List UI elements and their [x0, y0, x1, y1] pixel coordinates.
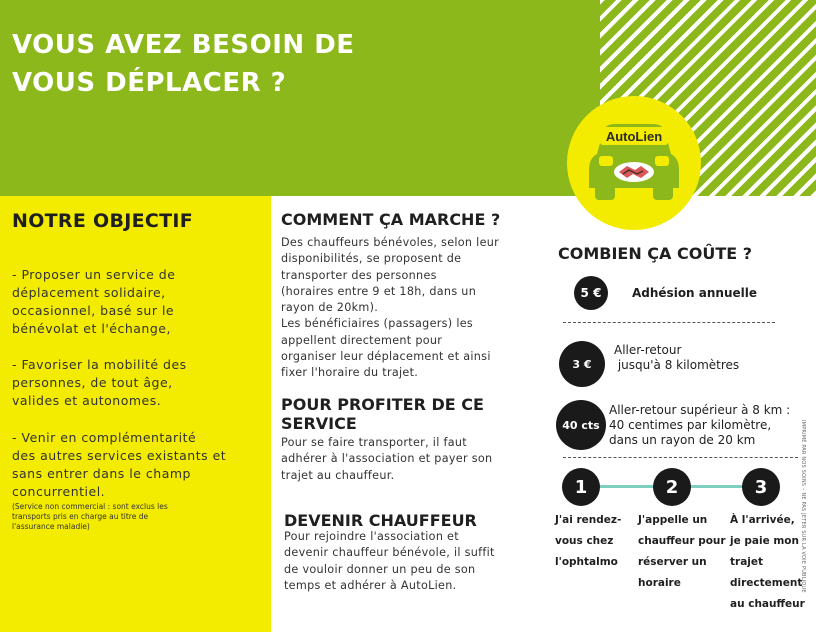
step-description [555, 510, 630, 573]
step-line: réserver un [638, 556, 707, 568]
step-line: À l'arrivée, [730, 514, 795, 526]
step-line: J'appelle un [638, 514, 708, 526]
objectif-item-1 [12, 266, 252, 338]
objectif-item-3-line: - Venir en complémentarité [12, 430, 197, 445]
objectif-item-1-line: déplacement solidaire, [12, 285, 166, 300]
dashed-divider [563, 457, 798, 458]
objectif-item-2-line: personnes, de tout âge, [12, 375, 173, 390]
comment-heading: COMMENT ÇA MARCHE ? [281, 210, 501, 229]
price-description-line: 40 centimes par kilomètre, [609, 418, 772, 432]
objectif-note [12, 502, 252, 532]
page-title-line2: VOUS DÉPLACER ? [12, 68, 287, 98]
step-line: au chauffeur [730, 598, 805, 610]
step-description [730, 510, 805, 615]
comment-line: rayon de 20km). [281, 301, 379, 315]
autolien-logo [567, 96, 701, 230]
comment-line: organiser leur déplacement et ainsi [281, 350, 491, 364]
objectif-item-1-line: occasionnel, basé sur le [12, 303, 175, 318]
objectif-item-3-line: concurrentiel. [12, 484, 106, 499]
objectif-item-3-line: des autres services existants et [12, 448, 227, 463]
dashed-divider [563, 322, 775, 323]
price-badge: 5 € [574, 276, 608, 310]
profiter-text [281, 435, 543, 484]
devenir-line: de vouloir donner un peu de son [284, 562, 476, 576]
step-line: l'ophtalmo [555, 556, 618, 568]
objectif-note-line: (Service non commercial : sont exclus les [12, 502, 168, 511]
price-description-line: Aller-retour [614, 343, 682, 357]
logo-text: AutoLien [605, 129, 663, 144]
step-line: vous chez [555, 535, 614, 547]
price-description-line: dans un rayon de 20 km [609, 433, 756, 447]
profiter-line: Pour se faire transporter, il faut [281, 436, 467, 449]
objectif-item-1-line: bénévolat et l'échange, [12, 321, 171, 336]
page-title [12, 26, 355, 102]
profiter-line: trajet au chauffeur. [281, 468, 395, 482]
step-line: trajet [730, 556, 764, 568]
price-description [614, 343, 739, 373]
comment-line: fixer l'horaire du trajet. [281, 366, 419, 380]
objectif-item-1-line: - Proposer un service de [12, 267, 176, 282]
devenir-heading: DEVENIR CHAUFFEUR [284, 511, 477, 530]
step-line: directement [730, 577, 803, 589]
price-description [632, 286, 757, 301]
print-notice: IMPRIMÉ PAR NOS SOINS – NE PAS JETER SUR LA VOIE PUBLIQUE [800, 420, 806, 593]
step-line: J'ai rendez- [555, 514, 622, 526]
devenir-line: temps et adhérer à AutoLien. [284, 578, 457, 592]
devenir-line: devenir chauffeur bénévole, il suffit [284, 546, 495, 560]
objectif-heading: NOTRE OBJECTIF [12, 210, 194, 232]
step-description [638, 510, 728, 594]
price-description-line: jusqu'à 8 kilomètres [614, 358, 740, 372]
profiter-heading-line: POUR PROFITER DE CE [281, 395, 484, 414]
comment-line: Des chauffeurs bénévoles, selon leur [281, 236, 500, 249]
profiter-heading [281, 395, 551, 433]
profiter-heading-line: SERVICE [281, 414, 357, 433]
comment-line: (horaires entre 9 et 18h, dans un [281, 284, 477, 298]
objectif-item-3 [12, 429, 252, 501]
step-number-badge: 3 [742, 468, 780, 506]
comment-line: disponibilités, se proposent de [281, 252, 462, 266]
step-line: chauffeur pour [638, 535, 726, 547]
objectif-item-2-line: valides et autonomes. [12, 393, 162, 408]
step-line: je paie mon [730, 535, 799, 547]
price-description-line: Aller-retour supérieur à 8 km : [609, 403, 791, 417]
objectif-item-2 [12, 356, 252, 410]
page-title-line1: VOUS AVEZ BESOIN DE [12, 30, 355, 60]
objectif-note-line: transports pris en charge au titre de [12, 512, 149, 521]
comment-text [281, 235, 543, 382]
price-description [609, 403, 790, 448]
objectif-item-3-line: sans entrer dans le champ [12, 466, 191, 481]
devenir-line: Pour rejoindre l'association et [284, 530, 459, 543]
step-line: horaire [638, 577, 681, 589]
objectif-note-line: l'assurance maladie) [12, 522, 90, 531]
objectif-item-2-line: - Favoriser la mobilité des [12, 357, 187, 372]
price-badge: 40 cts [556, 400, 606, 450]
price-badge: 3 € [559, 341, 605, 387]
step-number-badge: 1 [562, 468, 600, 506]
comment-line: Les bénéficiaires (passagers) les [281, 317, 474, 331]
price-description-line: Adhésion annuelle [632, 286, 758, 300]
comment-line: transporter des personnes [281, 268, 437, 282]
profiter-line: adhérer à l'association et payer son [281, 452, 493, 466]
devenir-text [284, 529, 546, 594]
objectif-section [0, 196, 271, 632]
car-handshake-icon [567, 96, 701, 230]
step-number-badge: 2 [653, 468, 691, 506]
cout-heading: COMBIEN ÇA COÛTE ? [558, 244, 753, 263]
comment-line: appellent directement pour [281, 333, 443, 347]
